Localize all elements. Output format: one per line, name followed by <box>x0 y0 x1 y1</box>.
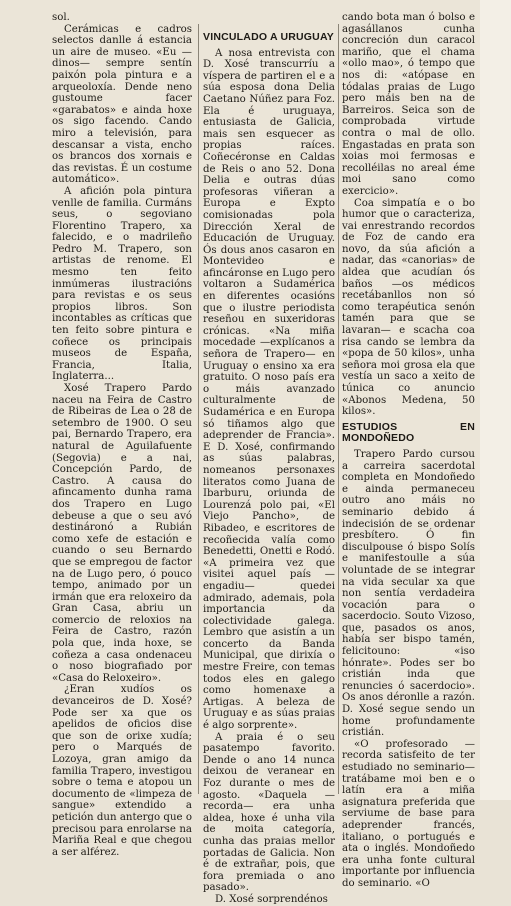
paragraph: A afición pola pintura venlle de familia. Curmáns seus, o segoviano Florentino Trapero, xa falecido, e o madrileño Pedro M. Trapero, son artistas de renome. El mesmo ten feito inmúmeras ilustracións para revistas e os seus propios libros. Son incontables as críticas que ten feito sobre pintura e coñece os principais museos de España, Francia, Italia, Inglaterra... <box>52 185 192 383</box>
paragraph: Trapero Pardo cursou a carreira sacerdotal completa en Mondoñedo e ainda permaneceu outro ano máis no seminario debido á indecisión de se ordenar presbítero. Ó fin disculpouse ó bispo Solís e manifestoulle a súa voluntade de se integrar na vida secular xa que non sentía verdadeira vocación para o sacerdocio. Souto Vizoso, que, pasados os anos, había ser bispo tamén, felicitouno: «iso hónrate». Podes ser bo cristián inda que renuncies ó sacerdocio». Os anos déronlle a razón. D. Xosé segue sendo un home profundamente cristián. <box>342 448 475 739</box>
column-divider <box>198 24 199 794</box>
paragraph: «O profesorado —recorda satisfeito de ter estudiado no seminario— tratábame moi ben e o latín era a miña asignatura preferida que serviume de base para adeprender francés, italiano, o portugués e ata o inglés. Mondoñedo era unha fonte cultural importante por influencia do seminario. «O <box>342 738 475 889</box>
paragraph: A praia é o seu pasatempo favorito. Dende o ano 14 nunca deixou de veranear en Foz durante o mes de agosto. «Daquela —recorda— era unha aldea, hoxe é unha vila de moita categoría, cunha das praias mellor portadas de Galicia. Non é de extrañar, pois, que fora premiada o ano pasado». <box>203 731 335 894</box>
paragraph: sol. <box>52 12 70 23</box>
paragraph: cando bota man ó bolso e agasállanos cunha concreción dun caracol mariño, que el chama «ollo mao», ó tempo que nos di: «atópase en tódalas praias de Lugo pero máis ben na de Barreiros. Seica son de comprobada virtude contra o mal de ollo. Engastadas en prata son xoias moi fermosas e recolléilas no areal éme moi sano como exercicio». <box>342 12 475 197</box>
column-divider <box>338 24 339 794</box>
column-2 <box>203 12 335 906</box>
paragraph: A nosa entrevista con D. Xosé transcurríu a víspera de partiren el e a súa esposa dona Delia Caetano Núñez para Foz. Ela é uruguaya, entusiasta de Galicia, mais sen esquecer as propias raíces. Coñecéronse en Caldas de Reis o ano 52. Dona Delia e outras dúas profesoras viñeran a Europa e Expto comisionadas pola Dirección Xeral de Educación de Uruguay. Ós dous anos casaron en Montevideo e afincáronse en Lugo pero voltaron a Sudamérica en diferentes ocasións que o ilustre periodista reseñou en suxeridoras crónicas. «Na miña mocedade —explícanos a señora de Trapero— en Uruguay o ensino xa era gratuito. O noso país era o máis avanzado culturalmente de Sudamérica e en Europa só tiñamos algo que adeprender de Francia». E D. Xosé, confirmando as súas palabras, nomeanos personaxes literatos como Juana de Ibarburu, oriunda de Lourenzá polo pai, «El Viejo Pancho», de Ribadeo, e escritores de recoñecida valía como Benedetti, Onetti e Rodó. «A primeira vez que visitei aquel país —engadiu— quedei admirado, ademais, pola importancia da colectividade galega. Lembro que asistín a un concerto da Banda Municipal, que dirixía o mestre Freire, con temas todos eles en galego como homenaxe a Artigas. A beleza de Uruguay e as súas praias é algo sorprente». <box>203 47 335 732</box>
paper-margin <box>480 0 511 800</box>
section-heading: VINCULADO A URUGUAY <box>203 31 334 43</box>
paragraph: Xosé Trapero Pardo naceu na Feira de Castro de Ribeiras de Lea o 28 de setembro de 1900. O seu pai, Bernardo Trapero, era natural de Aguilafuente (Segovia) e a nai, Concepción Pardo, de Castro. A causa do afincamento dunha rama dos Trapero en Lugo debeuse a que o seu avó destináronó a Rubián como xefe de estación e cuando o seu Bernardo que se empregou de factor na de Lugo pero, ó pouco tempo, animado por un irmán que era reloxeiro da Gran Casa, abriu un comercio de reloxios na Feira de Castro, razón pola que, inda hoxe, se coñeza a casa ondenaceu o noso biografiado por «Casa do Reloxeiro». <box>52 383 192 684</box>
column-1 <box>52 12 192 858</box>
column-3 <box>342 12 475 890</box>
paragraph: D. Xosé sorprendénos <box>215 893 328 905</box>
paragraph: Cerámicas e cadros selectos danlle á estancia un aire de museo. «Eu —dinos— sempre sentín paixón pola pintura e a arqueoloxía. Dende neno gustoume facer «garabatos» e ainda hoxe os sigo facendo. Cando miro a televisión, para descansar a vista, encho os brancos dos xornais e das revistas. É un costume automático». <box>52 23 192 186</box>
paragraph: Coa simpatía e o bo humor que o caracteriza, vai enrestrando recordos de Foz de cando era novo, da súa afición a nadar, das «canorias» de aldea que acudían ós baños —os médicos recetábanllos non só como terapéutica senón tamén para que se lavaran— e scacha coa risa cando se lembra da «popa de 50 kilos», unha señora moi grosa ela que vestía un saco a xeito de túnica co anuncio «Abonos Medena, 50 kilos». <box>342 197 475 418</box>
section-heading: ESTUDIOS EN MONDOÑEDO <box>342 420 475 445</box>
paragraph: ¿Eran xudíos os devanceiros de D. Xosé? Pode ser xa que os apelidos de oficios dise que son de orixe xudía; pero o Marqués de Lozoya, gran amigo da familia Trapero, investigou sobre o tema e atopou un documento de «limpeza de sangue» extendido a petición dun antergo que o precisou para enrolarse na Mariña Real e que chegou a ser alférez. <box>52 684 192 858</box>
